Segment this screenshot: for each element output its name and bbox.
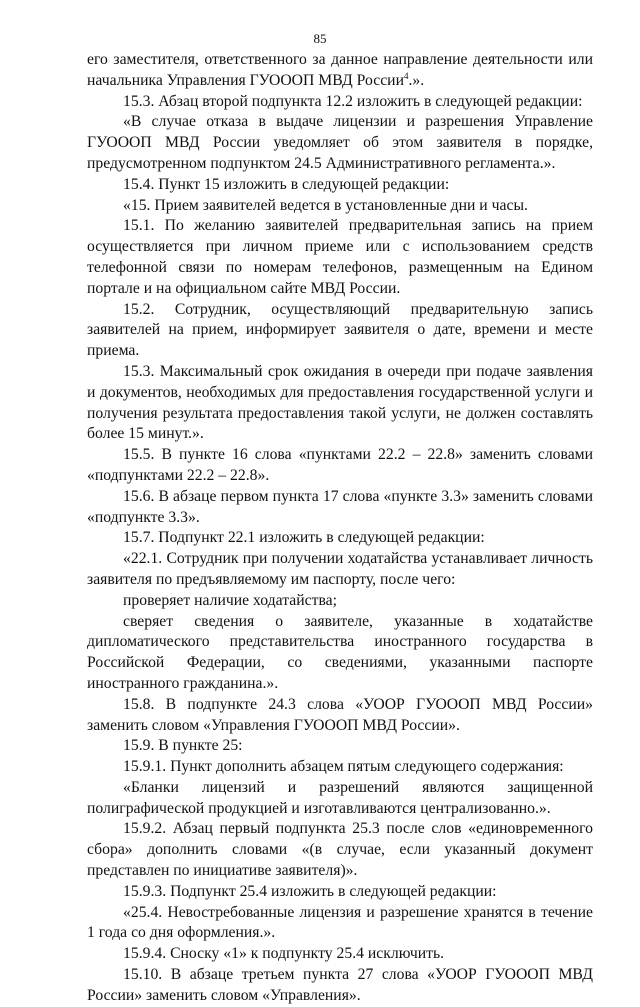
paragraph: 15.9.3. Подпункт 25.4 изложить в следующей редакции:	[123, 882, 497, 900]
paragraph: «22.1. Сотрудник при получении ходатайства устанавливает личность заявителя по предъявляемому им паспорту, после чего:	[87, 550, 593, 588]
paragraph-continuation	[87, 50, 593, 92]
paragraph: «15. Прием заявителей ведется в установленные дни и часы.	[123, 196, 528, 214]
paragraph: «Бланки лицензий и разрешений являются защищенной полиграфической продукцией и изготавливаются централизованно.».	[87, 778, 593, 817]
paragraph: 15.3. Абзац второй подпункта 12.2 изложить в следующей редакции:	[123, 92, 583, 110]
footnote-reference: 4	[403, 70, 409, 81]
paragraph: 15.10. В абзаце третьем пункта 27 слова «УООР ГУОООП МВД России» заменить словом «Управления».	[87, 966, 593, 1004]
paragraph: 15.6. В абзаце первом пункта 17 слова «пункте 3.3» заменить словами «подпункте 3.3».	[87, 487, 593, 526]
paragraph-text: его заместителя, ответственного за данное направление деятельности или начальника Управления ГУОООП МВД России	[87, 51, 593, 89]
paragraph: 15.2. Сотрудник, осуществляющий предварительную запись заявителей на прием, информирует заявителя о дате, времени и месте приема.	[87, 300, 593, 360]
paragraph-text-end: .».	[408, 71, 425, 89]
page-number: 85	[313, 31, 327, 46]
paragraph: 15.8. В подпункте 24.3 слова «УООР ГУОООП МВД России» заменить словом «Управления ГУОООП МВД России».	[87, 695, 593, 734]
paragraph: 15.4. Пункт 15 изложить в следующей редакции:	[123, 175, 450, 193]
paragraph: проверяет наличие ходатайства;	[123, 591, 337, 609]
paragraph: 15.5. В пункте 16 слова «пунктами 22.2 – 22.8» заменить словами «подпунктами 22.2 – 22.8».	[87, 446, 593, 484]
paragraph: «В случае отказа в выдаче лицензии и разрешения Управление ГУОООП МВД России уведомляет об этом заявителя в порядке, предусмотренном подпунктом 24.5 Административного регламента.».	[87, 113, 593, 172]
paragraph: сверяет сведения о заявителе, указанные в ходатайстве дипломатического представительства иностранного государства в Российской Федерации, со сведениями, указанными паспорте иностранного гражданина.».	[87, 612, 593, 692]
paragraph: 15.9. В пункте 25:	[123, 737, 243, 755]
paragraph: 15.9.1. Пункт дополнить абзацем пятым следующего содержания:	[123, 758, 564, 776]
paragraph: 15.7. Подпункт 22.1 изложить в следующей редакции:	[123, 529, 485, 547]
paragraph: «25.4. Невостребованные лицензия и разрешение хранятся в течение 1 года со дня оформления.».	[87, 903, 593, 942]
paragraph: 15.9.4. Сноску «1» к подпункту 25.4 исключить.	[123, 945, 445, 963]
paragraph: 15.3. Максимальный срок ожидания в очереди при подаче заявления и документов, необходимых для предоставления государственной услуги и получения результата предоставления такой услуги, не должен составлять более 15 минут.».	[87, 362, 593, 443]
document-body	[87, 50, 593, 1007]
paragraph: 15.1. По желанию заявителей предварительная запись на прием осуществляется при личном приеме или с использованием средств телефонной связи по номерам телефонов, размещенным на Едином портале и на официальном сайте МВД России.	[87, 217, 593, 297]
paragraph: 15.9.2. Абзац первый подпункта 25.3 после слов «единовременного сбора» дополнить словами «(в случае, если указанный документ представлен по инициативе заявителя)».	[87, 820, 593, 880]
